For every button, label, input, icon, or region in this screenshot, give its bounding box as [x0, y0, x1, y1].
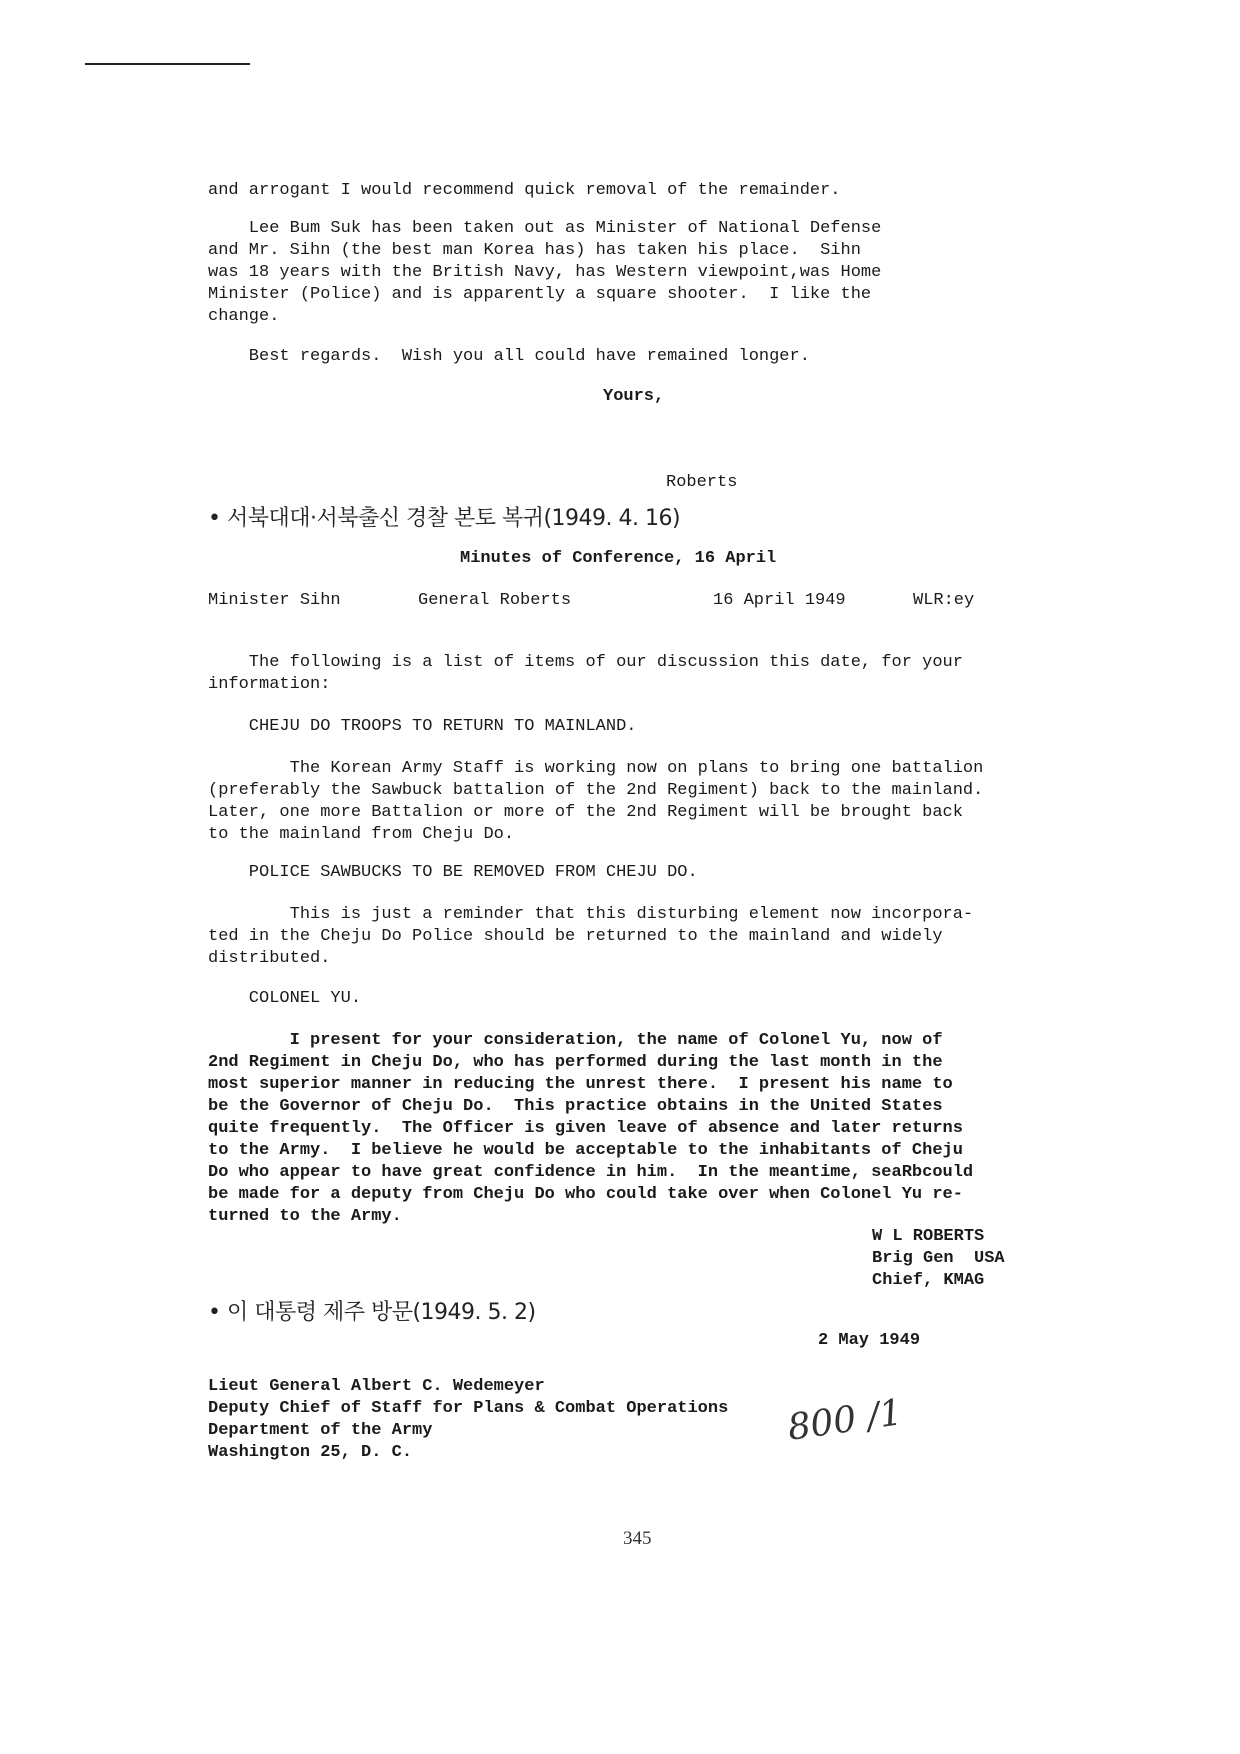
handwritten-note: 800 /1 — [785, 1392, 905, 1449]
item-heading: POLICE SAWBUCKS TO BE REMOVED FROM CHEJU DO. — [208, 863, 698, 882]
letter-para-line: Lee Bum Suk has been taken out as Minister of National Defense — [208, 219, 882, 238]
item-body-line: 2nd Regiment in Cheju Do, who has performed during the last month in the — [208, 1053, 943, 1072]
signature-block-line: Brig Gen USA — [872, 1249, 1005, 1268]
minutes-header-from: Minister Sihn — [208, 591, 341, 610]
korean-section-caption: • 이 대통령 제주 방문(1949. 5. 2) — [208, 1300, 536, 1325]
letter2-date: 2 May 1949 — [818, 1331, 921, 1350]
minutes-header-date: 16 April 1949 — [713, 591, 846, 610]
item-body-line: I present for your consideration, the name of Colonel Yu, now of — [208, 1031, 943, 1050]
letter-yours: Yours, — [603, 387, 665, 406]
minutes-title: Minutes of Conference, 16 April — [460, 549, 777, 568]
item-body-line: ted in the Cheju Do Police should be returned to the mainland and widely — [208, 927, 943, 946]
signature-block-line: Chief, KMAG — [872, 1271, 985, 1290]
item-body-line: to the Army. I believe he would be acceptable to the inhabitants of Cheju — [208, 1141, 963, 1160]
signature-block-line: W L ROBERTS — [872, 1227, 985, 1246]
letter-para-line: change. — [208, 307, 280, 326]
address-line: Washington 25, D. C. — [208, 1443, 413, 1462]
minutes-header-to: General Roberts — [418, 591, 572, 610]
letter-signature: Roberts — [666, 473, 738, 492]
item-body-line: to the mainland from Cheju Do. — [208, 825, 515, 844]
minutes-intro-line: information: — [208, 675, 331, 694]
item-body-line: distributed. — [208, 949, 331, 968]
letter-closing: Best regards. Wish you all could have remained longer. — [208, 347, 810, 366]
address-line: Department of the Army — [208, 1421, 433, 1440]
item-body-line: be the Governor of Cheju Do. This practice obtains in the United States — [208, 1097, 943, 1116]
item-body-line: be made for a deputy from Cheju Do who could take over when Colonel Yu re- — [208, 1185, 963, 1204]
item-body-line: quite frequently. The Officer is given leave of absence and later returns — [208, 1119, 963, 1138]
item-heading: CHEJU DO TROOPS TO RETURN TO MAINLAND. — [208, 717, 637, 736]
minutes-header-ref: WLR:ey — [913, 591, 975, 610]
letter-line-1: and arrogant I would recommend quick removal of the remainder. — [208, 181, 841, 200]
address-line: Lieut General Albert C. Wedemeyer — [208, 1377, 545, 1396]
item-body-line: Do who appear to have great confidence in him. In the meantime, seaRbcould — [208, 1163, 974, 1182]
letter-para-line: was 18 years with the British Navy, has Western viewpoint,was Home — [208, 263, 882, 282]
top-rule — [85, 63, 250, 65]
item-body-line: turned to the Army. — [208, 1207, 402, 1226]
item-body-line: most superior manner in reducing the unrest there. I present his name to — [208, 1075, 953, 1094]
item-body-line: (preferably the Sawbuck battalion of the 2nd Regiment) back to the mainland. — [208, 781, 984, 800]
item-body-line: This is just a reminder that this disturbing element now incorpora- — [208, 905, 974, 924]
item-heading: COLONEL YU. — [208, 989, 362, 1008]
item-body-line: Later, one more Battalion or more of the 2nd Regiment will be brought back — [208, 803, 963, 822]
minutes-intro-line: The following is a list of items of our discussion this date, for your — [208, 653, 963, 672]
address-line: Deputy Chief of Staff for Plans & Combat Operations — [208, 1399, 729, 1418]
letter-para-line: Minister (Police) and is apparently a square shooter. I like the — [208, 285, 872, 304]
page-number: 345 — [623, 1528, 652, 1549]
letter-para-line: and Mr. Sihn (the best man Korea has) has taken his place. Sihn — [208, 241, 861, 260]
korean-section-caption: • 서북대대·서북출신 경찰 본토 복귀(1949. 4. 16) — [208, 506, 681, 531]
item-body-line: The Korean Army Staff is working now on plans to bring one battalion — [208, 759, 984, 778]
